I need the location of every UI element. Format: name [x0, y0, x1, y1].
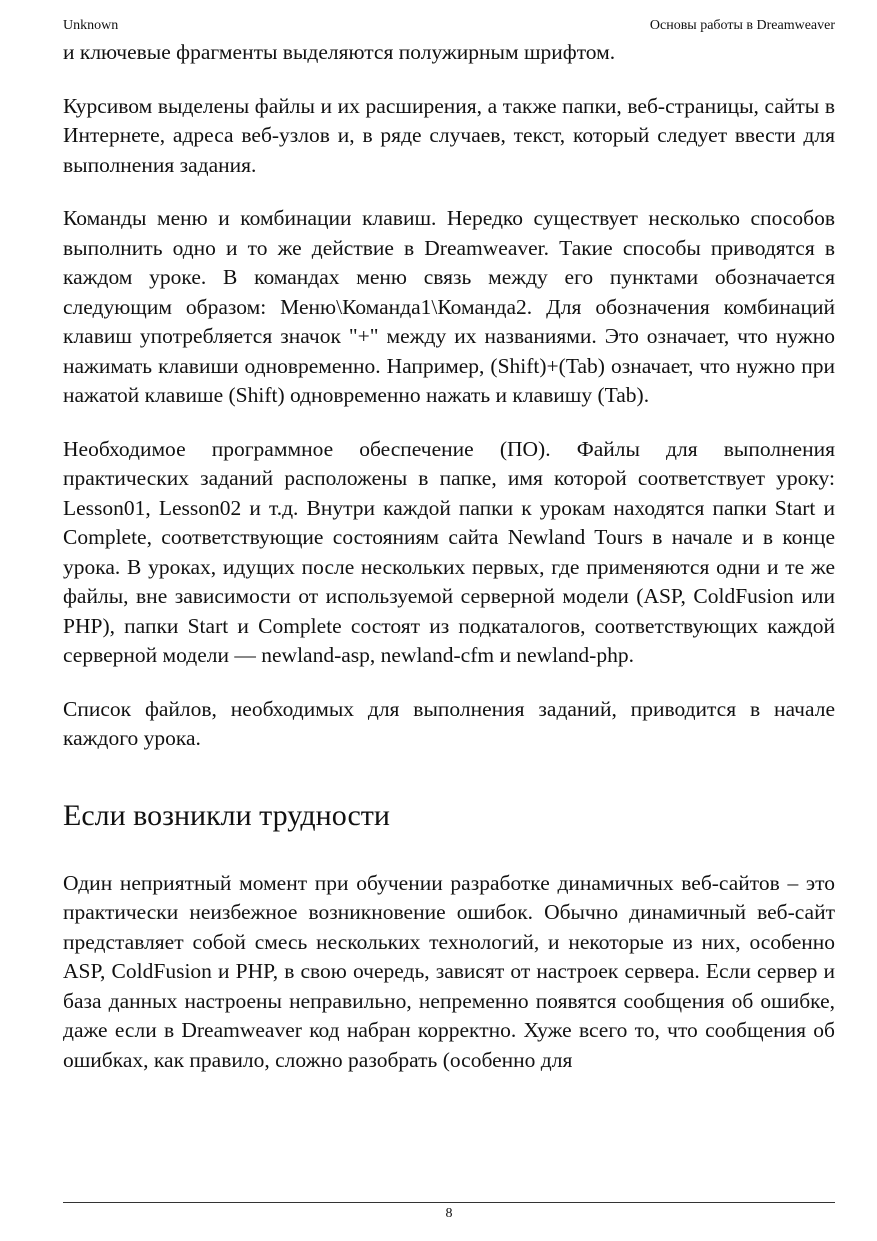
paragraph-menu-commands: Команды меню и комбинации клавиш. Нередко существует несколько способов выполнить одно и то же действие в Dreamweaver. Такие способы приводятся в каждом уроке. В командах меню связь между его пунктами обозначается следующим образом: Меню\Команда1\Команда2. Для обозначения комбинаций клавиш употребляется значок "+" между их названиями. Это означает, что нужно нажимать клавиши одновременно. Например, (Shift)+(Tab) означает, что нужно при нажатой клавише (Shift) одновременно нажать и клавишу (Tab).	[63, 206, 835, 407]
running-header	[63, 16, 835, 36]
paragraph-file-list: Список файлов, необходимых для выполнения заданий, приводится в начале каждого урока.	[63, 696, 835, 750]
paragraph-continuation: и ключевые фрагменты выделяются полужирным шрифтом.	[63, 40, 616, 64]
footer-divider	[63, 1202, 835, 1203]
paragraph-troubleshooting: Один неприятный момент при обучении разработке динамичных веб-сайтов – это практически неизбежное возникновение ошибок. Обычно динамичный веб-сайт представляет собой смесь нескольких технологий, и некоторые из них, особенно ASP, ColdFusion и PHP, в свою очередь, зависят от настроек сервера. Если сервер и база данных настроены неправильно, непременно появятся сообщения об ошибке, даже если в Dreamweaver код набран корректно. Хуже всего то, что сообщения об ошибках, как правило, сложно разобрать (особенно для	[63, 870, 835, 1072]
paragraph-italics-convention: Курсивом выделены файлы и их расширения, а также папки, веб-страницы, сайты в Интернете, адреса веб-узлов и, в ряде случаев, текст, который следует ввести для выполнения задания.	[63, 93, 835, 177]
page-number: 8	[445, 1206, 453, 1221]
header-author: Unknown	[63, 18, 119, 33]
document-page	[63, 0, 835, 1241]
section-heading: Если возникли трудности	[63, 798, 390, 832]
header-book-title: Основы работы в Dreamweaver	[649, 18, 835, 33]
paragraph-required-software: Необходимое программное обеспечение (ПО). Файлы для выполнения практических заданий расположены в папке, имя которой соответствует уроку: Lesson01, Lesson02 и т.д. Внутри каждой папки к урокам находятся папки Start и Complete, соответствующие состояниям сайта Newland Tours в начале и в конце урока. В уроках, идущих после нескольких первых, где применяются одни и те же файлы, вне зависимости от используемой серверной модели (ASP, ColdFusion или PHP), папки Start и Complete состоят из подкаталогов, соответствующих каждой серверной модели — newland-asp, newland-cfm и newland-php.	[63, 436, 835, 667]
page-content	[63, 38, 835, 1075]
